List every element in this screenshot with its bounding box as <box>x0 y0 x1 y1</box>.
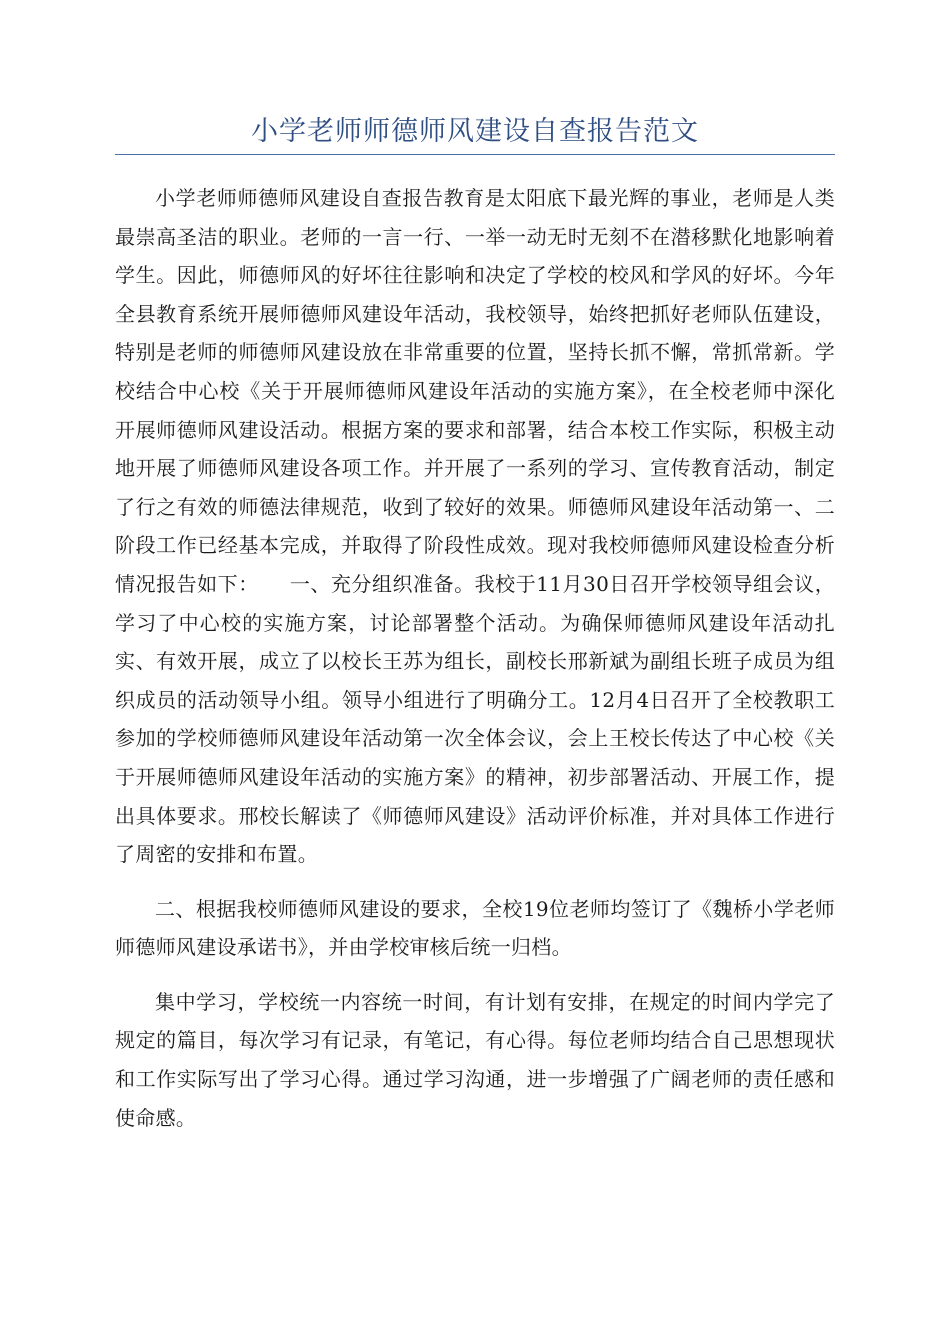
document-title: 小学老师师德师风建设自查报告范文 <box>115 112 835 155</box>
document-page <box>115 112 835 1137</box>
paragraph-1: 小学老师师德师风建设自查报告教育是太阳底下最光辉的事业，老师是人类最崇高圣洁的职业。老师的一言一行、一举一动无时无刻不在潜移默化地影响着学生。因此，师德师风的好坏往往影响和决定了学校的校风和学风的好坏。今年全县教育系统开展师德师风建设年活动，我校领导，始终把抓好老师队伍建设，特别是老师的师德师风建设放在非常重要的位置，坚持长抓不懈，常抓常新。学校结合中心校《关于开展师德师风建设年活动的实施方案》，在全校老师中深化开展师德师风建设活动。根据方案的要求和部署，结合本校工作实际，积极主动地开展了师德师风建设各项工作。并开展了一系列的学习、宣传教育活动，制定了行之有效的师德法律规范，收到了较好的效果。师德师风建设年活动第一、二阶段工作已经基本完成，并取得了阶段性成效。现对我校师德师风建设检查分析情况报告如下： 一、充分组织准备。我校于11月30日召开学校领导组会议，学习了中心校的实施方案，讨论部署整个活动。为确保师德师风建设年活动扎实、有效开展，成立了以校长王苏为组长，副校长邢新斌为副组长班子成员为组织成员的活动领导小组。领导小组进行了明确分工。12月4日召开了全校教职工参加的学校师德师风建设年活动第一次全体会议，会上王校长传达了中心校《关于开展师德师风建设年活动的实施方案》的精神，初步部署活动、开展工作，提出具体要求。邢校长解读了《师德师风建设》活动评价标准，并对具体工作进行了周密的安排和布置。 <box>115 186 835 867</box>
document-body <box>115 179 835 1137</box>
paragraph-2: 二、根据我校师德师风建设的要求，全校19位老师均签订了《魏桥小学老师师德师风建设承诺书》，并由学校审核后统一归档。 <box>115 896 835 960</box>
paragraph-3: 集中学习，学校统一内容统一时间，有计划有安排，在规定的时间内学完了规定的篇目，每次学习有记录，有笔记，有心得。每位老师均结合自己思想现状和工作实际写出了学习心得。通过学习沟通，进一步增强了广阔老师的责任感和使命感。 <box>115 989 835 1130</box>
